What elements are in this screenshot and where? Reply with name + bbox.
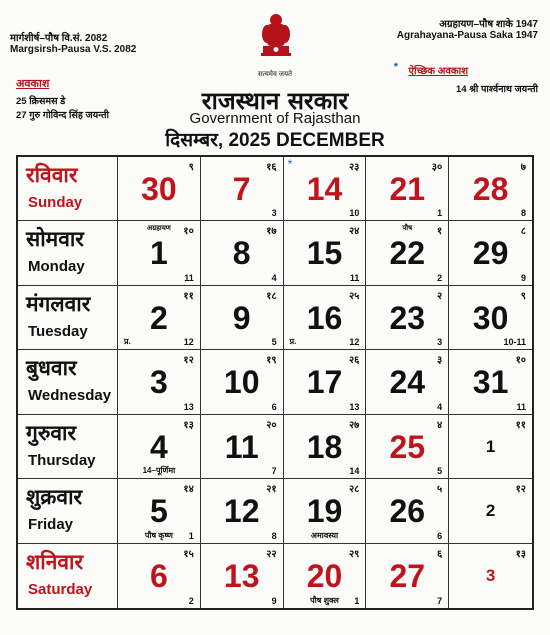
optional-star-icon: * bbox=[393, 61, 398, 73]
date-cell bbox=[449, 286, 532, 350]
nakshatra-number: 2 bbox=[188, 596, 194, 606]
date-cell bbox=[118, 479, 201, 543]
date-cell bbox=[366, 479, 449, 543]
date-cell bbox=[118, 157, 201, 221]
nakshatra-number: 3 bbox=[271, 208, 277, 219]
day-name-hindi: शुक्रवार bbox=[26, 485, 83, 510]
date-cell bbox=[366, 350, 449, 414]
gregorian-date: 13 bbox=[223, 557, 260, 594]
nakshatra-number: 11 bbox=[349, 272, 360, 283]
nakshatra-number: 8 bbox=[520, 208, 526, 219]
gregorian-date: 4 bbox=[150, 428, 168, 465]
gregorian-date: 23 bbox=[389, 299, 426, 336]
nakshatra-number: 12 bbox=[349, 337, 360, 348]
nakshatra-number: 6 bbox=[437, 530, 443, 541]
tithi-label: 14–पूर्णिमा bbox=[142, 466, 176, 476]
hindu-date: १५ bbox=[183, 548, 194, 560]
gregorian-date: 30 bbox=[472, 299, 509, 336]
day-header-thursday bbox=[18, 415, 118, 479]
nakshatra-number: 4 bbox=[437, 401, 443, 412]
date-cell bbox=[201, 157, 284, 221]
day-name-hindi: गुरुवार bbox=[26, 420, 77, 445]
nakshatra-number: 3 bbox=[437, 337, 443, 348]
optional-holiday-item: 14 श्री पार्श्वनाथ जयन्ती bbox=[455, 84, 538, 95]
date-cell bbox=[449, 157, 532, 221]
date-cell bbox=[118, 221, 201, 285]
day-name-hindi: बुधवार bbox=[26, 356, 77, 381]
hindu-date: १ bbox=[436, 226, 443, 238]
date-cell bbox=[284, 544, 367, 608]
day-header-saturday bbox=[18, 544, 118, 608]
nakshatra-number: 10 bbox=[349, 208, 360, 219]
vikram-month-hindi: मार्गशीर्ष–पौष वि.सं. 2082 bbox=[10, 33, 108, 44]
nakshatra-number: 5 bbox=[437, 466, 443, 477]
nakshatra-number: 13 bbox=[349, 401, 360, 412]
date-cell bbox=[201, 350, 284, 414]
gregorian-date: 20 bbox=[306, 557, 343, 594]
hindu-date: २६ bbox=[348, 355, 360, 367]
hindu-date: २३ bbox=[348, 162, 360, 173]
hindu-date: १२ bbox=[515, 484, 526, 496]
nakshatra-number: 4 bbox=[271, 272, 277, 283]
gregorian-date: 26 bbox=[389, 493, 426, 530]
date-cell bbox=[366, 157, 449, 221]
hindu-date: २९ bbox=[348, 548, 360, 560]
government-title-english: Government of Rajasthan bbox=[189, 110, 361, 127]
gregorian-date: 9 bbox=[232, 299, 251, 336]
nakshatra-number: 5 bbox=[271, 337, 277, 348]
gregorian-date: 18 bbox=[306, 428, 343, 465]
date-cell bbox=[449, 350, 532, 414]
nakshatra-number: 13 bbox=[183, 401, 194, 412]
gregorian-date: 16 bbox=[306, 299, 343, 336]
day-header-tuesday bbox=[18, 286, 118, 350]
nakshatra-number: 9 bbox=[520, 272, 526, 283]
date-cell bbox=[201, 479, 284, 543]
gregorian-date: 10 bbox=[223, 364, 260, 401]
gregorian-date: 24 bbox=[389, 364, 426, 401]
date-cell bbox=[118, 286, 201, 350]
day-name-english: Friday bbox=[28, 516, 74, 534]
day-name-english: Monday bbox=[28, 258, 85, 276]
gregorian-date: 3 bbox=[485, 565, 496, 585]
hindu-date: ९ bbox=[188, 162, 194, 173]
gregorian-date: 17 bbox=[306, 364, 343, 401]
hindu-date: १३ bbox=[183, 419, 194, 431]
gregorian-date: 2 bbox=[485, 501, 496, 521]
nakshatra-number: 1 bbox=[437, 208, 443, 219]
optional-holiday-star-icon: * bbox=[287, 157, 293, 171]
nakshatra-number: 12 bbox=[183, 337, 194, 348]
hindu-date: १८ bbox=[266, 290, 277, 302]
saka-month-english: Agrahayana-Pausa Saka 1947 bbox=[396, 30, 538, 41]
holiday-item: 25 क्रिसमस डे bbox=[16, 96, 66, 107]
hindu-date: १६ bbox=[266, 162, 277, 173]
date-cell bbox=[366, 221, 449, 285]
day-header-friday bbox=[18, 479, 118, 543]
date-cell bbox=[201, 221, 284, 285]
gregorian-date: 22 bbox=[389, 235, 426, 272]
nakshatra-number: 1 bbox=[354, 596, 360, 606]
hindu-date: ११ bbox=[183, 290, 194, 302]
date-cell bbox=[284, 350, 367, 414]
nakshatra-number: 2 bbox=[437, 272, 443, 283]
nakshatra-number: 10-11 bbox=[503, 337, 526, 348]
hindu-date: २० bbox=[266, 419, 277, 431]
date-cell bbox=[366, 415, 449, 479]
tithi-label: पौष कृष्ण bbox=[144, 530, 173, 540]
hindu-date: १९ bbox=[266, 355, 277, 367]
hindu-date: ८ bbox=[520, 226, 526, 238]
gregorian-date: 31 bbox=[472, 364, 509, 401]
vikram-month-english: Margsirsh-Pausa V.S. 2082 bbox=[10, 44, 137, 55]
gregorian-date: 11 bbox=[224, 428, 259, 465]
nakshatra-number: 11 bbox=[184, 272, 194, 283]
gregorian-date: 25 bbox=[389, 428, 426, 465]
hindu-date: ४ bbox=[436, 419, 443, 431]
day-name-english: Thursday bbox=[28, 451, 96, 469]
gregorian-date: 12 bbox=[223, 493, 260, 530]
date-cell bbox=[201, 415, 284, 479]
date-cell bbox=[201, 286, 284, 350]
tithi-label: पौष शुक्ल bbox=[310, 596, 339, 605]
date-cell bbox=[118, 350, 201, 414]
gregorian-date: 19 bbox=[306, 493, 343, 530]
hindu-date: १३ bbox=[515, 548, 526, 560]
nakshatra-number: 7 bbox=[437, 596, 443, 606]
hindu-date: ३ bbox=[436, 355, 443, 367]
gregorian-date: 5 bbox=[150, 493, 168, 530]
date-cell bbox=[449, 221, 532, 285]
date-cell bbox=[118, 415, 201, 479]
day-name-hindi: शनिवार bbox=[26, 549, 84, 574]
hindu-date: ५ bbox=[436, 484, 443, 496]
hindu-date: २४ bbox=[348, 226, 360, 238]
hindu-date: २ bbox=[436, 290, 443, 302]
date-cell bbox=[284, 157, 367, 221]
gregorian-date: 1 bbox=[150, 235, 168, 272]
date-cell bbox=[118, 544, 201, 608]
date-cell bbox=[366, 286, 449, 350]
month-start-label: अग्रहायण bbox=[146, 225, 171, 233]
day-name-english: Wednesday bbox=[28, 387, 112, 405]
day-name-english: Saturday bbox=[28, 580, 93, 598]
tithi-label: अमावस्या bbox=[310, 530, 339, 540]
hindu-date: ७ bbox=[520, 162, 526, 173]
hindu-date: २८ bbox=[348, 484, 360, 496]
day-name-hindi: सोमवार bbox=[26, 227, 84, 252]
holidays-heading: अवकाश bbox=[16, 78, 50, 90]
date-cell bbox=[284, 415, 367, 479]
gregorian-date: 27 bbox=[389, 557, 426, 594]
date-cell bbox=[284, 479, 367, 543]
date-cell bbox=[284, 286, 367, 350]
gregorian-date: 15 bbox=[306, 235, 343, 272]
saka-month-hindi: अग्रहायण–पौष शाके 1947 bbox=[439, 19, 538, 30]
month-start-label: पौष bbox=[402, 225, 413, 233]
gregorian-date: 8 bbox=[232, 235, 251, 272]
hindu-date: २२ bbox=[266, 548, 277, 560]
month-title: दिसम्बर, 2025 DECEMBER bbox=[165, 130, 385, 151]
nakshatra-number: 7 bbox=[271, 466, 277, 477]
gregorian-date: 3 bbox=[150, 364, 168, 401]
holiday-item: 27 गुरु गोविन्द सिंह जयन्ती bbox=[16, 110, 109, 121]
date-cell bbox=[449, 544, 532, 608]
day-name-hindi: मंगलवार bbox=[26, 291, 91, 316]
day-name-hindi: रविवार bbox=[26, 163, 78, 187]
date-cell bbox=[449, 479, 532, 543]
hindu-date: ३० bbox=[431, 162, 443, 173]
day-header-sunday bbox=[18, 157, 118, 221]
hindu-date: १० bbox=[183, 226, 194, 238]
hindu-date: १२ bbox=[183, 355, 194, 367]
pradosh-label: प्र. bbox=[289, 337, 297, 347]
government-title-hindi: राजस्थान सरकार bbox=[201, 86, 349, 115]
gregorian-date: 1 bbox=[485, 436, 496, 456]
hindu-date: १० bbox=[515, 355, 526, 367]
nakshatra-number: 11 bbox=[516, 401, 526, 412]
calendar-grid bbox=[16, 155, 534, 610]
date-cell bbox=[284, 221, 367, 285]
gregorian-date: 29 bbox=[472, 235, 509, 272]
gregorian-date: 7 bbox=[232, 171, 251, 207]
pradosh-label: प्र. bbox=[124, 337, 131, 347]
nakshatra-number: 8 bbox=[271, 530, 277, 541]
day-name-english: Tuesday bbox=[28, 322, 88, 340]
nakshatra-number: 6 bbox=[271, 401, 277, 412]
hindu-date: २५ bbox=[348, 290, 360, 302]
day-name-english: Sunday bbox=[28, 194, 83, 211]
date-cell bbox=[449, 415, 532, 479]
gregorian-date: 21 bbox=[389, 171, 426, 207]
hindu-date: १४ bbox=[183, 484, 194, 496]
day-header-monday bbox=[18, 221, 118, 285]
day-header-wednesday bbox=[18, 350, 118, 414]
gregorian-date: 30 bbox=[141, 171, 177, 207]
state-emblem-icon bbox=[258, 12, 294, 66]
date-cell bbox=[201, 544, 284, 608]
hindu-date: १७ bbox=[266, 226, 277, 238]
nakshatra-number: 9 bbox=[271, 596, 277, 606]
nakshatra-number: 1 bbox=[188, 530, 194, 541]
gregorian-date: 28 bbox=[472, 171, 509, 207]
hindu-date: ९ bbox=[520, 290, 526, 302]
date-cell bbox=[366, 544, 449, 608]
optional-holidays-heading: ऐच्छिक अवकाश bbox=[408, 66, 468, 77]
gregorian-date: 6 bbox=[150, 557, 168, 594]
hindu-date: २७ bbox=[348, 419, 360, 431]
gregorian-date: 2 bbox=[150, 299, 168, 336]
hindu-date: २१ bbox=[266, 484, 277, 496]
hindu-date: ६ bbox=[436, 548, 443, 560]
hindu-date: ११ bbox=[515, 419, 526, 431]
gregorian-date: 14 bbox=[306, 171, 343, 207]
nakshatra-number: 14 bbox=[349, 466, 360, 477]
motto: सत्यमेव जयते bbox=[257, 71, 293, 78]
